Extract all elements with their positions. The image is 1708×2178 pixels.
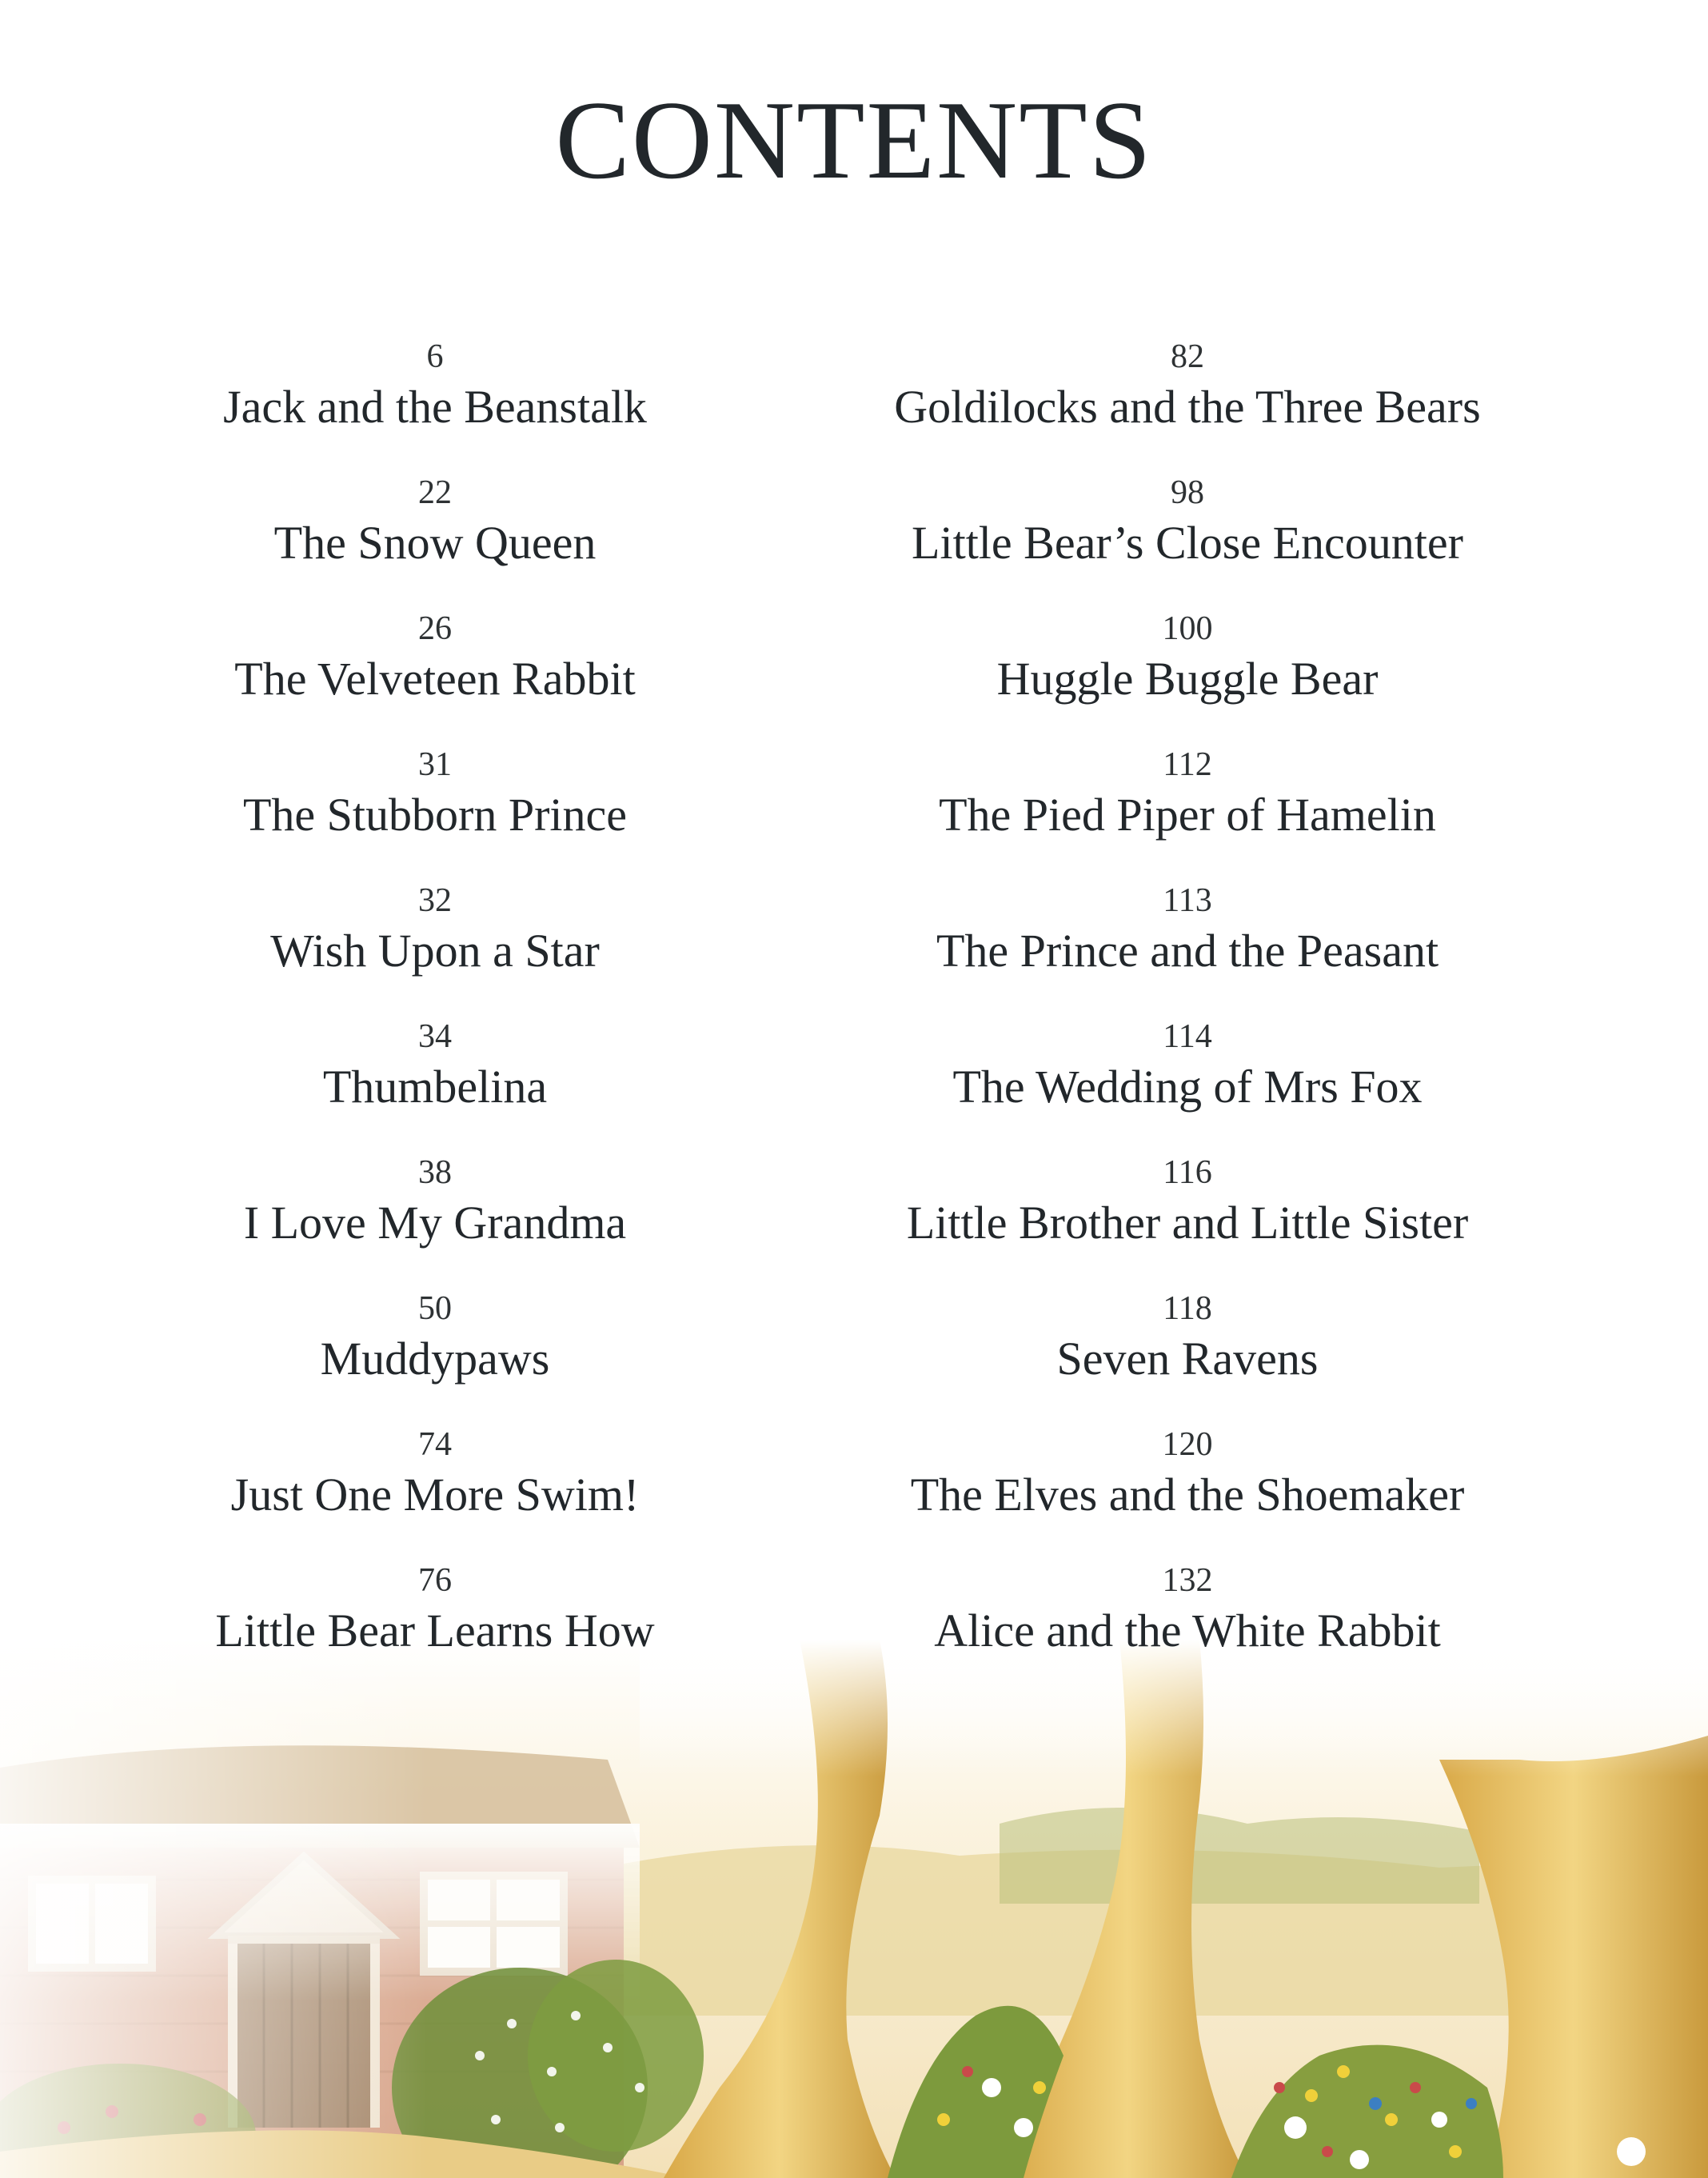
toc-entry[interactable] [35, 1148, 835, 1284]
toc-entry[interactable] [788, 876, 1587, 1012]
toc-entry[interactable] [788, 1148, 1587, 1284]
page-number: 74 [418, 1426, 452, 1463]
page-number: 118 [1163, 1290, 1212, 1327]
toc-entry[interactable] [35, 468, 835, 604]
page-number: 76 [418, 1562, 452, 1599]
toc-entry[interactable] [35, 1556, 835, 1692]
story-title: Seven Ravens [1056, 1333, 1319, 1385]
page-number: 116 [1163, 1154, 1212, 1191]
page-number: 98 [1171, 474, 1204, 511]
page-number: 112 [1163, 746, 1212, 783]
page-number: 120 [1162, 1426, 1213, 1463]
story-title: Goldilocks and the Three Bears [894, 381, 1481, 433]
toc-entry[interactable] [788, 332, 1587, 468]
story-title: Jack and the Beanstalk [223, 381, 647, 433]
toc-entry[interactable] [788, 740, 1587, 876]
toc-entry[interactable] [788, 604, 1587, 740]
page-title: CONTENTS [555, 78, 1153, 202]
story-title: The Elves and the Shoemaker [910, 1469, 1465, 1521]
story-title: Little Brother and Little Sister [906, 1197, 1469, 1249]
story-title: The Pied Piper of Hamelin [939, 789, 1436, 841]
toc-entry[interactable] [788, 1556, 1587, 1692]
storybook-illustration [0, 1640, 1708, 2178]
story-title: Just One More Swim! [230, 1469, 640, 1521]
story-title: Thumbelina [322, 1061, 548, 1113]
story-title: Wish Upon a Star [270, 925, 600, 977]
page-number: 22 [418, 474, 452, 511]
page-number: 100 [1162, 610, 1213, 647]
page-number: 32 [418, 882, 452, 919]
story-title: Little Bear Learns How [215, 1605, 655, 1656]
page-number: 114 [1163, 1018, 1212, 1055]
page-number: 31 [418, 746, 452, 783]
toc-entry[interactable] [35, 1012, 835, 1148]
story-title: Huggle Buggle Bear [996, 653, 1379, 705]
contents-right-column [788, 332, 1587, 1692]
toc-entry[interactable] [788, 468, 1587, 604]
page-number: 38 [418, 1154, 452, 1191]
story-title: I Love My Grandma [243, 1197, 627, 1249]
toc-entry[interactable] [35, 1420, 835, 1556]
story-title: The Snow Queen [273, 517, 597, 569]
page-number: 26 [418, 610, 452, 647]
toc-entry[interactable] [788, 1012, 1587, 1148]
story-title: The Prince and the Peasant [936, 925, 1439, 977]
toc-entry[interactable] [35, 332, 835, 468]
page-number: 6 [426, 338, 444, 375]
story-title: Muddypaws [320, 1333, 550, 1385]
page-number: 82 [1171, 338, 1204, 375]
toc-entry[interactable] [35, 604, 835, 740]
toc-entry[interactable] [35, 740, 835, 876]
story-title: The Stubborn Prince [242, 789, 628, 841]
page-number: 132 [1162, 1562, 1213, 1599]
page-number: 50 [418, 1290, 452, 1327]
toc-entry[interactable] [35, 876, 835, 1012]
toc-entry[interactable] [788, 1420, 1587, 1556]
story-title: Alice and the White Rabbit [934, 1605, 1441, 1656]
page-number: 34 [418, 1018, 452, 1055]
toc-entry[interactable] [35, 1284, 835, 1420]
story-title: The Wedding of Mrs Fox [952, 1061, 1423, 1113]
toc-entry[interactable] [788, 1284, 1587, 1420]
page-number: 113 [1163, 882, 1212, 919]
contents-left-column [35, 332, 835, 1692]
story-title: The Velveteen Rabbit [234, 653, 636, 705]
story-title: Little Bear’s Close Encounter [912, 517, 1463, 569]
meadow [0, 1640, 1708, 2178]
